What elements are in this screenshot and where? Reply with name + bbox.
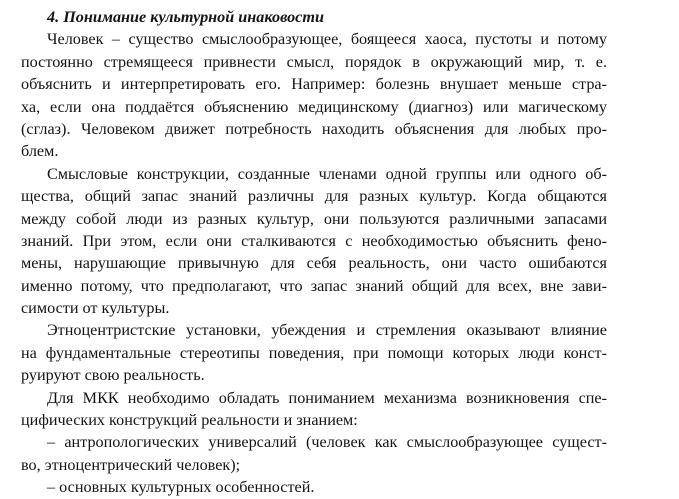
paragraph-line: знаний. При этом, если они сталкиваются с необходимостью объяснить фено- <box>21 231 607 250</box>
paragraph-line: щества, общий запас знаний различны для разных культур. Когда общаются <box>21 187 607 206</box>
paragraph-line: Смысловые конструкции, созданные членами одной группы или одного об- <box>47 164 607 183</box>
list-item-line: – антропологических универсалий (человек как смыслообразующее сущест- <box>47 433 607 452</box>
paragraph-line: симости от культуры. <box>21 299 170 318</box>
paragraph-line: цифических конструкций реальности и знанием: <box>21 411 358 430</box>
paragraph-line: на фундаментальные стереотипы поведения, при помощи которых люди конст- <box>21 343 607 362</box>
paragraph-line: постоянно стремящееся привнести смысл, порядок в окружающий мир, т. е. <box>21 52 607 71</box>
paragraph-line: Этноцентристские установки, убеждения и стремления оказывают влияние <box>47 321 607 340</box>
paragraph-line: руируют свою реальность. <box>21 366 205 385</box>
paragraph-line: Для МКК необходимо обладать пониманием механизма возникновения спе- <box>47 388 607 407</box>
section-heading: 4. Понимание культурной инаковости <box>47 8 324 26</box>
paragraph-line: (сглаз). Человеком движет потребность находить объяснения для любых про- <box>21 119 607 138</box>
paragraph-line: мены, нарушающие привычную для себя реальность, они часто ошибаются <box>21 254 607 273</box>
paragraph-line: объяснить и интерпретировать его. Например: болезнь внушает меньше стра- <box>21 75 607 94</box>
document-page <box>21 6 607 499</box>
paragraph-line: между собой люди из разных культур, они пользуются различными запасами <box>21 209 607 228</box>
paragraph-line: именно потому, что предполагают, что запас знаний общий для всех, вне зави- <box>21 276 607 295</box>
list-item-line: – основных культурных особенностей. <box>47 478 315 497</box>
paragraph-line: ха, если она поддаётся объяснению медицинскому (диагноз) или магическому <box>21 97 607 116</box>
paragraph-line: блем. <box>21 142 59 161</box>
list-item-line: во, этноцентрический человек); <box>21 455 241 474</box>
paragraph-line: Человек – существо смыслообразующее, боящееся хаоса, пустоты и потому <box>47 30 607 49</box>
